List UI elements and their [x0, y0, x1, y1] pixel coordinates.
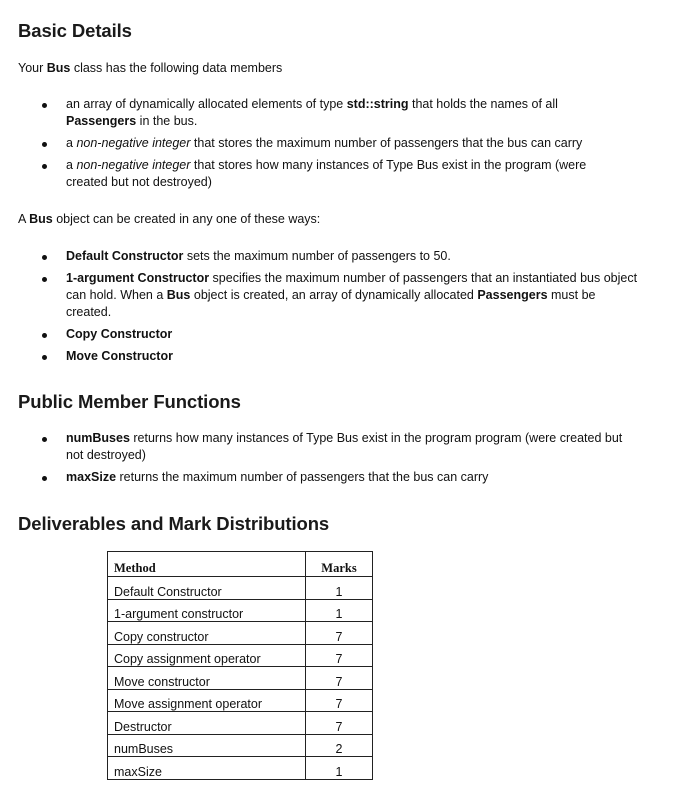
marks-cell: 2 — [306, 734, 373, 757]
marks-cell: 7 — [306, 644, 373, 667]
data-members-list — [42, 96, 622, 191]
member-text: in the bus. — [136, 114, 198, 128]
intro-text-pre: Your — [18, 61, 47, 75]
creation-text-post: object can be created in any one of these ways: — [52, 212, 321, 226]
function-name: maxSize — [66, 470, 117, 484]
table-row — [108, 712, 373, 735]
constructors-list — [42, 248, 642, 365]
marks-cell: 7 — [306, 622, 373, 645]
method-cell: Copy constructor — [108, 622, 306, 645]
member-text: a — [66, 158, 77, 172]
list-item — [42, 430, 642, 464]
column-header-marks: Marks — [306, 552, 373, 577]
member-type-italic: non-negative integer — [76, 136, 191, 150]
table-row — [108, 644, 373, 667]
ctor-name: Move Constructor — [66, 349, 173, 363]
ctor-bus: Bus — [166, 288, 191, 302]
function-description: returns the maximum number of passengers that the bus can carry — [116, 470, 489, 484]
marks-cell: 1 — [306, 577, 373, 600]
intro-class-name: Bus — [46, 61, 71, 75]
member-passengers: Passengers — [66, 114, 137, 128]
member-type: std::string — [346, 97, 409, 111]
marks-table — [107, 551, 373, 780]
marks-cell: 1 — [306, 599, 373, 622]
marks-cell: 1 — [306, 757, 373, 780]
public-functions-list — [42, 430, 642, 486]
member-type-italic: non-negative integer — [76, 158, 191, 172]
marks-cell: 7 — [306, 667, 373, 690]
creation-paragraph — [18, 211, 320, 228]
list-item — [42, 348, 642, 365]
list-item — [42, 270, 642, 321]
bullet-icon — [42, 476, 47, 481]
list-item — [42, 326, 642, 343]
column-header-method: Method — [108, 552, 306, 577]
table-row — [108, 577, 373, 600]
method-cell: Move assignment operator — [108, 689, 306, 712]
ctor-name: Copy Constructor — [66, 327, 173, 341]
member-text: that stores how many instances of Type Bus exist in the program (were created but not destroyed) — [66, 158, 587, 189]
ctor-name: 1-argument Constructor — [66, 271, 210, 285]
bullet-icon — [42, 437, 47, 442]
ctor-description: specifies the maximum number of passengers that an instantiated bus object can hold. When a — [66, 271, 638, 302]
list-item — [42, 469, 642, 486]
intro-text-post: class has the following data members — [70, 61, 283, 75]
method-cell: Destructor — [108, 712, 306, 735]
member-text: a — [66, 136, 77, 150]
method-cell: Default Constructor — [108, 577, 306, 600]
member-text: that stores the maximum number of passengers that the bus can carry — [190, 136, 583, 150]
creation-class-name: Bus — [29, 212, 53, 226]
method-cell: Move constructor — [108, 667, 306, 690]
method-cell: Copy assignment operator — [108, 644, 306, 667]
basic-details-heading: Basic Details — [18, 20, 132, 41]
table-row — [108, 622, 373, 645]
function-name: numBuses — [66, 431, 130, 445]
creation-text-pre: A — [18, 212, 30, 226]
function-description: returns how many instances of Type Bus exist in the program program (were created but not destroyed) — [66, 431, 623, 462]
ctor-description: object is created, an array of dynamically allocated — [190, 288, 478, 302]
ctor-passengers: Passengers — [477, 288, 548, 302]
table-row — [108, 734, 373, 757]
marks-cell: 7 — [306, 712, 373, 735]
table-row — [108, 599, 373, 622]
member-text: an array of dynamically allocated elements of type — [66, 97, 347, 111]
method-cell: maxSize — [108, 757, 306, 780]
ctor-description: sets the maximum number of passengers to 50. — [183, 249, 451, 263]
bullet-icon — [42, 142, 47, 147]
list-item — [42, 248, 642, 265]
list-item — [42, 157, 622, 191]
table-row — [108, 689, 373, 712]
method-cell: numBuses — [108, 734, 306, 757]
ctor-name: Default Constructor — [66, 249, 184, 263]
ctor-description: must be created. — [66, 288, 596, 319]
table-row — [108, 757, 373, 780]
list-item — [42, 135, 622, 152]
table-row — [108, 667, 373, 690]
bullet-icon — [42, 277, 47, 282]
bullet-icon — [42, 164, 47, 169]
list-item — [42, 96, 622, 130]
method-cell: 1-argument constructor — [108, 599, 306, 622]
bullet-icon — [42, 355, 47, 360]
intro-paragraph — [18, 60, 282, 77]
public-member-functions-heading: Public Member Functions — [18, 391, 241, 412]
bullet-icon — [42, 255, 47, 260]
bullet-icon — [42, 103, 47, 108]
marks-cell: 7 — [306, 689, 373, 712]
member-text: that holds the names of all — [408, 97, 558, 111]
table-header-row — [108, 552, 373, 577]
bullet-icon — [42, 333, 47, 338]
deliverables-heading: Deliverables and Mark Distributions — [18, 513, 330, 534]
